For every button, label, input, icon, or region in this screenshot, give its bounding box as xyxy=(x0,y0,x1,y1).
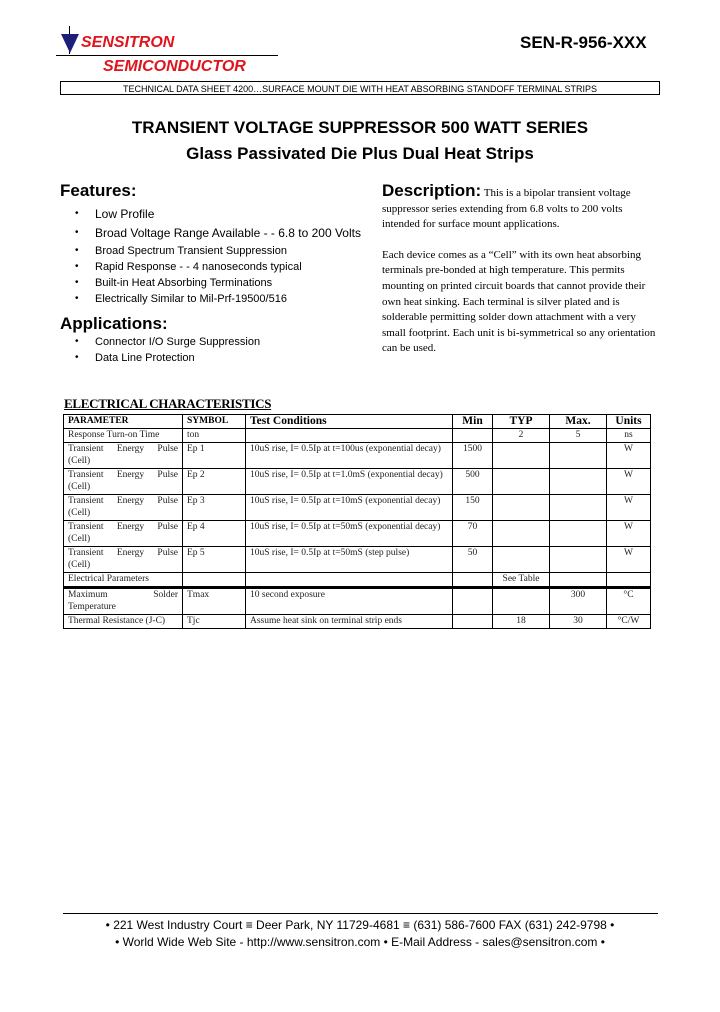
brand-name: SENSITRON xyxy=(81,34,175,51)
applications-list xyxy=(75,334,260,366)
document-subtitle: Glass Passivated Die Plus Dual Heat Strips xyxy=(186,144,534,163)
col-header-min: Min xyxy=(453,415,493,429)
table-row: Thermal Resistance (J-C) Tjc Assume heat sink on terminal strip ends 18 30 °C/W xyxy=(64,614,651,628)
col-header-parameter: PARAMETER xyxy=(64,415,183,429)
description-section xyxy=(382,183,662,372)
col-header-test-conditions: Test Conditions xyxy=(246,415,453,429)
logo-diode-icon xyxy=(61,34,79,53)
features-list xyxy=(75,205,361,307)
list-item: • Data Line Protection xyxy=(75,352,195,364)
bullet-icon: • xyxy=(75,293,79,304)
brand-subtitle: SEMICONDUCTOR xyxy=(103,58,246,75)
list-item: • Broad Voltage Range Available - - 6.8 to 200 Volts xyxy=(75,226,361,240)
part-number: SEN-R-956-XXX xyxy=(520,33,647,52)
description-para-1: This is a bipolar transient voltage suppressor series extending from 6.8 volts to 200 volts intended for surface mount applications. xyxy=(382,187,631,231)
col-header-units: Units xyxy=(607,415,651,429)
table-row: Response Turn-on Time ton 2 5 ns xyxy=(64,428,651,442)
col-header-symbol: SYMBOL xyxy=(183,415,246,429)
list-item: • Low Profile xyxy=(75,207,155,221)
table-row: Transient Energy Pulse (Cell) Ep 4 10uS rise, I= 0.5Ip at t=50mS (exponential decay) 70 W xyxy=(64,520,651,546)
table-row: Transient Energy Pulse (Cell) Ep 5 10uS rise, I= 0.5Ip at t=50mS (step pulse) 50 W xyxy=(64,546,651,572)
bullet-icon: • xyxy=(75,261,79,272)
table-row: Electrical Parameters See Table xyxy=(64,572,651,587)
bullet-icon: • xyxy=(75,208,79,219)
footer-web-email: • World Wide Web Site - http://www.sensitron.com • E-Mail Address - sales@sensitron.com • xyxy=(115,935,605,949)
bullet-icon: • xyxy=(75,245,79,256)
footer-address: • 221 West Industry Court ≡ Deer Park, NY 11729-4681 ≡ (631) 586-7600 FAX (631) 242-9798 • xyxy=(105,918,615,932)
bullet-icon: • xyxy=(75,352,79,363)
description-para-2: Each device comes as a “Cell” with its own heat absorbing terminals pre-bonded at high temperature. This permits mounting on printed circuit boards that cannot provide their own heat sinking. Each terminal is silver plated and is solderable permitting solder down attachment with a very small footprint. Each unit is bi-symmetrical so any orientation can be used. xyxy=(382,248,656,355)
table-row: Transient Energy Pulse (Cell) Ep 1 10uS rise, I= 0.5Ip at t=100us (exponential decay) 1500 W xyxy=(64,442,651,468)
bullet-icon: • xyxy=(75,336,79,347)
table-row: Maximum Solder Temperature Tmax 10 second exposure 300 °C xyxy=(64,587,651,614)
bullet-icon: • xyxy=(75,277,79,288)
table-header-row xyxy=(64,415,651,429)
list-item: • Electrically Similar to Mil-Prf-19500/516 xyxy=(75,293,287,305)
col-header-typ: TYP xyxy=(493,415,550,429)
list-item: • Broad Spectrum Transient Suppression xyxy=(75,245,287,257)
table-row: Transient Energy Pulse (Cell) Ep 3 10uS rise, I= 0.5Ip at t=10mS (exponential decay) 150 W xyxy=(64,494,651,520)
document-title: TRANSIENT VOLTAGE SUPPRESSOR 500 WATT SERIES xyxy=(131,118,589,137)
footer-divider xyxy=(63,913,658,914)
electrical-characteristics-title: ELECTRICAL CHARACTERISTICS xyxy=(64,396,272,411)
features-heading: Features: xyxy=(60,181,137,200)
bullet-icon: • xyxy=(75,227,79,238)
logo-underline xyxy=(56,55,278,56)
tech-data-bar: TECHNICAL DATA SHEET 4200…SURFACE MOUNT DIE WITH HEAT ABSORBING STANDOFF TERMINAL STRIPS xyxy=(60,81,660,95)
list-item: • Rapid Response - - 4 nanoseconds typical xyxy=(75,261,302,273)
applications-heading: Applications: xyxy=(60,314,168,333)
electrical-characteristics-table xyxy=(63,414,651,629)
col-header-max: Max. xyxy=(550,415,607,429)
description-heading: Description: xyxy=(382,181,482,200)
table-row: Transient Energy Pulse (Cell) Ep 2 10uS rise, I= 0.5Ip at t=1.0mS (exponential decay) 500 W xyxy=(64,468,651,494)
list-item: • Connector I/O Surge Suppression xyxy=(75,336,261,348)
list-item: • Built-in Heat Absorbing Terminations xyxy=(75,277,273,289)
